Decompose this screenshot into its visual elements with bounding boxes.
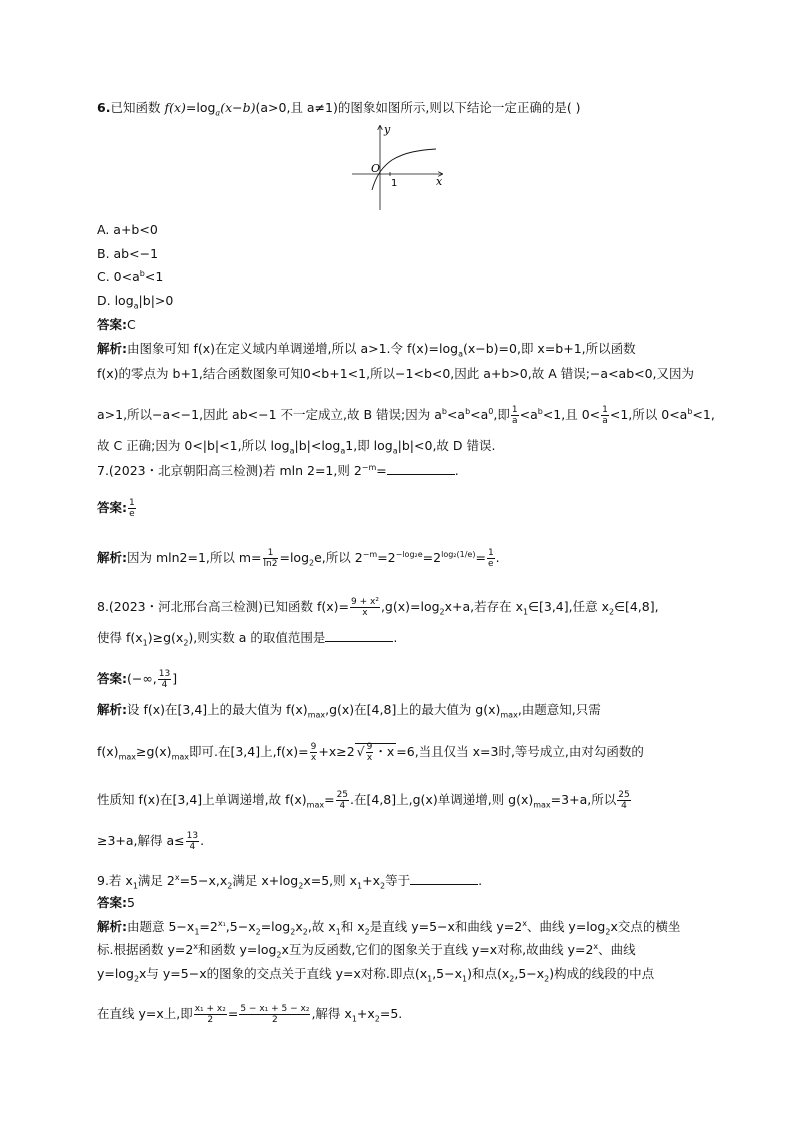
q7-answer-blank[interactable] bbox=[387, 462, 455, 475]
q8-answer: 答案:(−∞, $\frac{13}{4}$ ] bbox=[97, 669, 178, 690]
q9-analysis-line4: 在直线 y=x上,即 $\frac{\text{x₁ + x₂}}{2}$ = $\frac{\text{5 − x₁ + 5 − x₂}}{2}$ ,解得 $x_1+x_2=5$. bbox=[97, 1004, 403, 1025]
log-curve bbox=[372, 149, 436, 190]
q6-analysis-line1: 解析:由图象可知 f(x)在定义域内单调递增,所以 a>1.令 $f(x)=\log_a(x-b)=0$,即 x=b+1,所以函数 bbox=[97, 341, 636, 359]
q9-answer: 答案:5 bbox=[97, 895, 135, 910]
q8-analysis-line1: 解析:设 f(x)在[3,4]上的最大值为 $f(x)_{max},g(x)$在[4,8]上的最大值为 $g(x)_{max}$,由题意知,只需 bbox=[97, 702, 601, 720]
q8-answer-blank[interactable] bbox=[325, 629, 393, 642]
q7-answer: 答案: $\frac{1}{e}$ bbox=[97, 498, 135, 519]
q9-answer-blank[interactable] bbox=[410, 872, 478, 885]
q8-stem-line1: 8.(2023・河北邢台高三检测)已知函数 f(x)= $\frac{\text{9 + x²}}{x}$ $,g(x)=\log_2x+a$,若存在 $x_1\in[3,4]$,任意 $x_2\in[4,8]$, bbox=[97, 597, 659, 618]
q6-option-d: D. $\log_a|b|>0$ bbox=[97, 293, 174, 311]
q6-analysis-line2: f(x)的零点为 b+1,结合函数图象可知0<b+1<1,所以−1<b<0,因此 a+b>0,故 A 错误;−a<ab<0,又因为 bbox=[97, 366, 695, 381]
origin-label: O bbox=[371, 162, 381, 175]
q7-analysis: 解析:因为 mln2=1,所以 m= $\frac{1}{\ln 2}$ $=\log_2e$,所以 $2^{-m}=2^{-log_2e}=2^{log_2(1/e)}=$ $\frac{1}{e}$ . bbox=[97, 548, 500, 569]
q8-stem-line2: 使得 $f(x_1)\ge g(x_2)$,则实数 a 的取值范围是 . bbox=[97, 630, 398, 648]
q8-analysis-line2: $f(x)_{max}\ge g(x)_{max}$即可.在[3,4]上,f(x)= $\frac{9}{x}$ +x≥2 √ $\frac{9}{x}$ ・x =6,当且仅当 x=3时,等号成立,由对勾函数的 bbox=[97, 742, 644, 763]
q9-stem: 9.若 $x_1$满足 $2^x=5-x,x_2$满足 $x+\log_2x=5$,则 $x_1+x_2$等于 . bbox=[97, 872, 483, 891]
q6-answer: 答案:C bbox=[97, 317, 136, 332]
q6-option-a: A. a+b<0 bbox=[97, 222, 158, 237]
q8-analysis-line3: 性质知 f(x)在[3,4]上单调递增,故 $f(x)_{max}=$ $\frac{25}{4}$ .在[4,8]上,g(x)单调递增,则 $g(x)_{max}=3+a$,所以 $\frac{25}{4}$ bbox=[97, 790, 630, 811]
one-label: 1 bbox=[391, 178, 398, 189]
x-label: x bbox=[436, 175, 443, 188]
q7-stem: 7.(2023・北京朝阳高三检测)若 mln 2=1,则 $2^{-m}=$ . bbox=[97, 462, 459, 478]
q8-analysis-line4: ≥3+a,解得 a≤ $\frac{13}{4}$ . bbox=[97, 831, 205, 852]
q6-analysis-line4: 故 C 正确;因为 0<|b|<1,所以 $\log_a|b|<\log_a1$,即 $\log_a|b|<0$,故 D 错误. bbox=[97, 438, 496, 456]
q9-analysis-line2: 标.根据函数 $y=2^x$和函数 $y=\log_2x$互为反函数,它们的图象关于直线 y=x对称,故曲线 $y=2^x$、曲线 bbox=[97, 941, 636, 960]
q9-analysis-line3: $y=\log_2x$与 y=5−x的图象的交点关于直线 y=x对称.即点$(x_1,5-x_1)$和点$(x_2,5-x_2)$构成的线段的中点 bbox=[97, 966, 655, 984]
y-label: y bbox=[384, 123, 391, 136]
q6-option-b: B. ab<−1 bbox=[97, 246, 159, 261]
q9-analysis-line1: 解析:由题意 $5-x_1=2^{x_1},5-x_2=\log_2x_2$,故 $x_1$和 $x_2$是直线 y=5−x和曲线 $y=2^x$、曲线 $y=\log_2x$交点的横坐 bbox=[97, 918, 681, 937]
q6-analysis-line3: a>1,所以−a<−1,因此 ab<−1 不一定成立,故 B 错误;因为 $a^b<a^b<a^0$,即 $\frac{1}{a}$ $<a^b<1$,且 0< $\frac{1}{a}$ <1,所以 $0<a^b<1$, bbox=[97, 405, 715, 426]
q6-stem: 6.已知函数 $f(x)=\log_a(x-b)(a>0$,且 a≠1)的图象如图所示,则以下结论一定正确的是( ) bbox=[97, 100, 581, 118]
q6-function-graph bbox=[350, 122, 450, 214]
q6-option-c: C. $0<a^b<1$ bbox=[97, 268, 164, 284]
